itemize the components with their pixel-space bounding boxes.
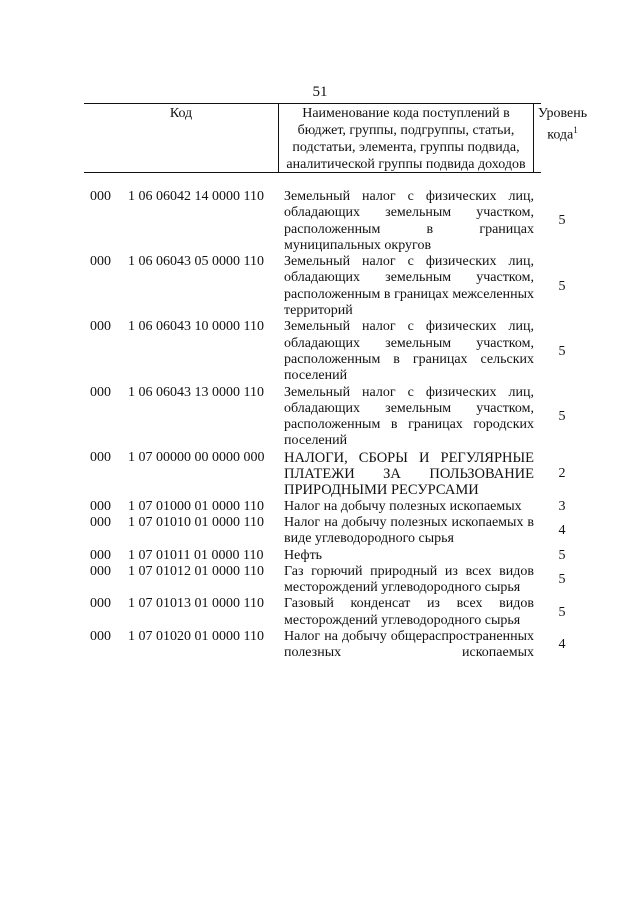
table-row (90, 629, 590, 662)
income-code: 1 06 06042 14 0000 110 (128, 189, 264, 204)
admin-code: 000 (90, 596, 111, 612)
code-level: 2 (558, 466, 566, 482)
header-level (534, 104, 591, 172)
admin-code: 000 (90, 629, 111, 645)
table-row (90, 385, 590, 450)
admin-code: 000 (90, 319, 111, 335)
page-number: 51 (312, 84, 328, 100)
table-row (90, 499, 590, 515)
income-name: Земельный налог с физических лиц, обладающих земельным участком, расположенным в границах городских поселений (284, 384, 534, 449)
table-row (90, 254, 590, 319)
income-name: Нефть (284, 547, 323, 563)
table-row (90, 189, 590, 254)
income-name: Налог на добычу полезных ископаемых в виде углеводородного сырья (284, 514, 534, 547)
income-name: Земельный налог с физических лиц, обладающих земельным участком, расположенным в границах межселенных территорий (284, 254, 534, 319)
admin-code: 000 (90, 498, 111, 514)
header-name: Наименование кода поступлений в бюджет, группы, подгруппы, статьи, подстатьи, элемента, группы подвида, аналитической группы подвида доходов (279, 104, 534, 172)
income-code: 1 07 01010 01 0000 110 (128, 514, 264, 530)
table-header (84, 103, 588, 173)
code-level: 5 (558, 213, 566, 229)
admin-code: 000 (90, 514, 111, 530)
income-code: 1 07 01012 01 0000 110 (128, 563, 264, 579)
income-code: 1 07 01011 01 0000 110 (128, 547, 264, 563)
income-name: Налог на добычу полезных ископаемых (284, 498, 522, 514)
code-level: 4 (558, 523, 566, 539)
admin-code: 000 (90, 254, 111, 270)
table-row (90, 564, 590, 597)
code-level: 5 (558, 343, 566, 359)
table-row (90, 450, 590, 499)
admin-code: 000 (90, 449, 111, 465)
income-code: 1 07 01020 01 0000 110 (128, 629, 264, 645)
income-code: 1 07 00000 00 0000 000 (128, 449, 265, 465)
income-code: 1 06 06043 10 0000 110 (128, 319, 264, 335)
income-name: Земельный налог с физических лиц, обладающих земельным участком, расположенным в границах сельских поселений (284, 319, 534, 384)
income-name: Газ горючий природный из всех видов месторождений углеводородного сырья (284, 563, 534, 596)
income-code: 1 07 01000 01 0000 110 (128, 498, 264, 514)
income-name: НАЛОГИ, СБОРЫ И РЕГУЛЯРНЫЕ ПЛАТЕЖИ ЗА ПОЛЬЗОВАНИЕ ПРИРОДНЫМИ РЕСУРСАМИ (284, 449, 534, 499)
table-row (90, 596, 590, 629)
table-body (90, 189, 590, 662)
header-level-footnote: 1 (573, 125, 578, 135)
admin-code: 000 (90, 563, 111, 579)
table-row (90, 319, 590, 384)
header-code: Код (84, 104, 279, 172)
income-name: Земельный налог с физических лиц, обладающих земельным участком, расположенным в границах муниципальных округов (284, 189, 534, 253)
admin-code: 000 (90, 384, 111, 400)
income-name: Газовый конденсат из всех видов месторождений углеводородного сырья (284, 596, 534, 628)
code-level: 5 (558, 571, 566, 587)
admin-code: 000 (90, 189, 111, 204)
code-level: 5 (558, 278, 566, 294)
income-code: 1 06 06043 13 0000 110 (128, 384, 264, 400)
header-level-label: Уровень кода (537, 106, 588, 143)
code-level: 5 (558, 604, 566, 620)
code-level: 4 (558, 637, 566, 653)
admin-code: 000 (90, 547, 111, 563)
income-name: Налог на добычу общераспространенных полезных ископаемых (284, 629, 534, 661)
code-level: 5 (558, 547, 566, 563)
table-row (90, 515, 590, 548)
code-level: 5 (558, 409, 566, 424)
table-row (90, 548, 590, 564)
income-code: 1 06 06043 05 0000 110 (128, 254, 264, 270)
income-code: 1 07 01013 01 0000 110 (128, 596, 264, 612)
code-level: 3 (558, 498, 566, 514)
